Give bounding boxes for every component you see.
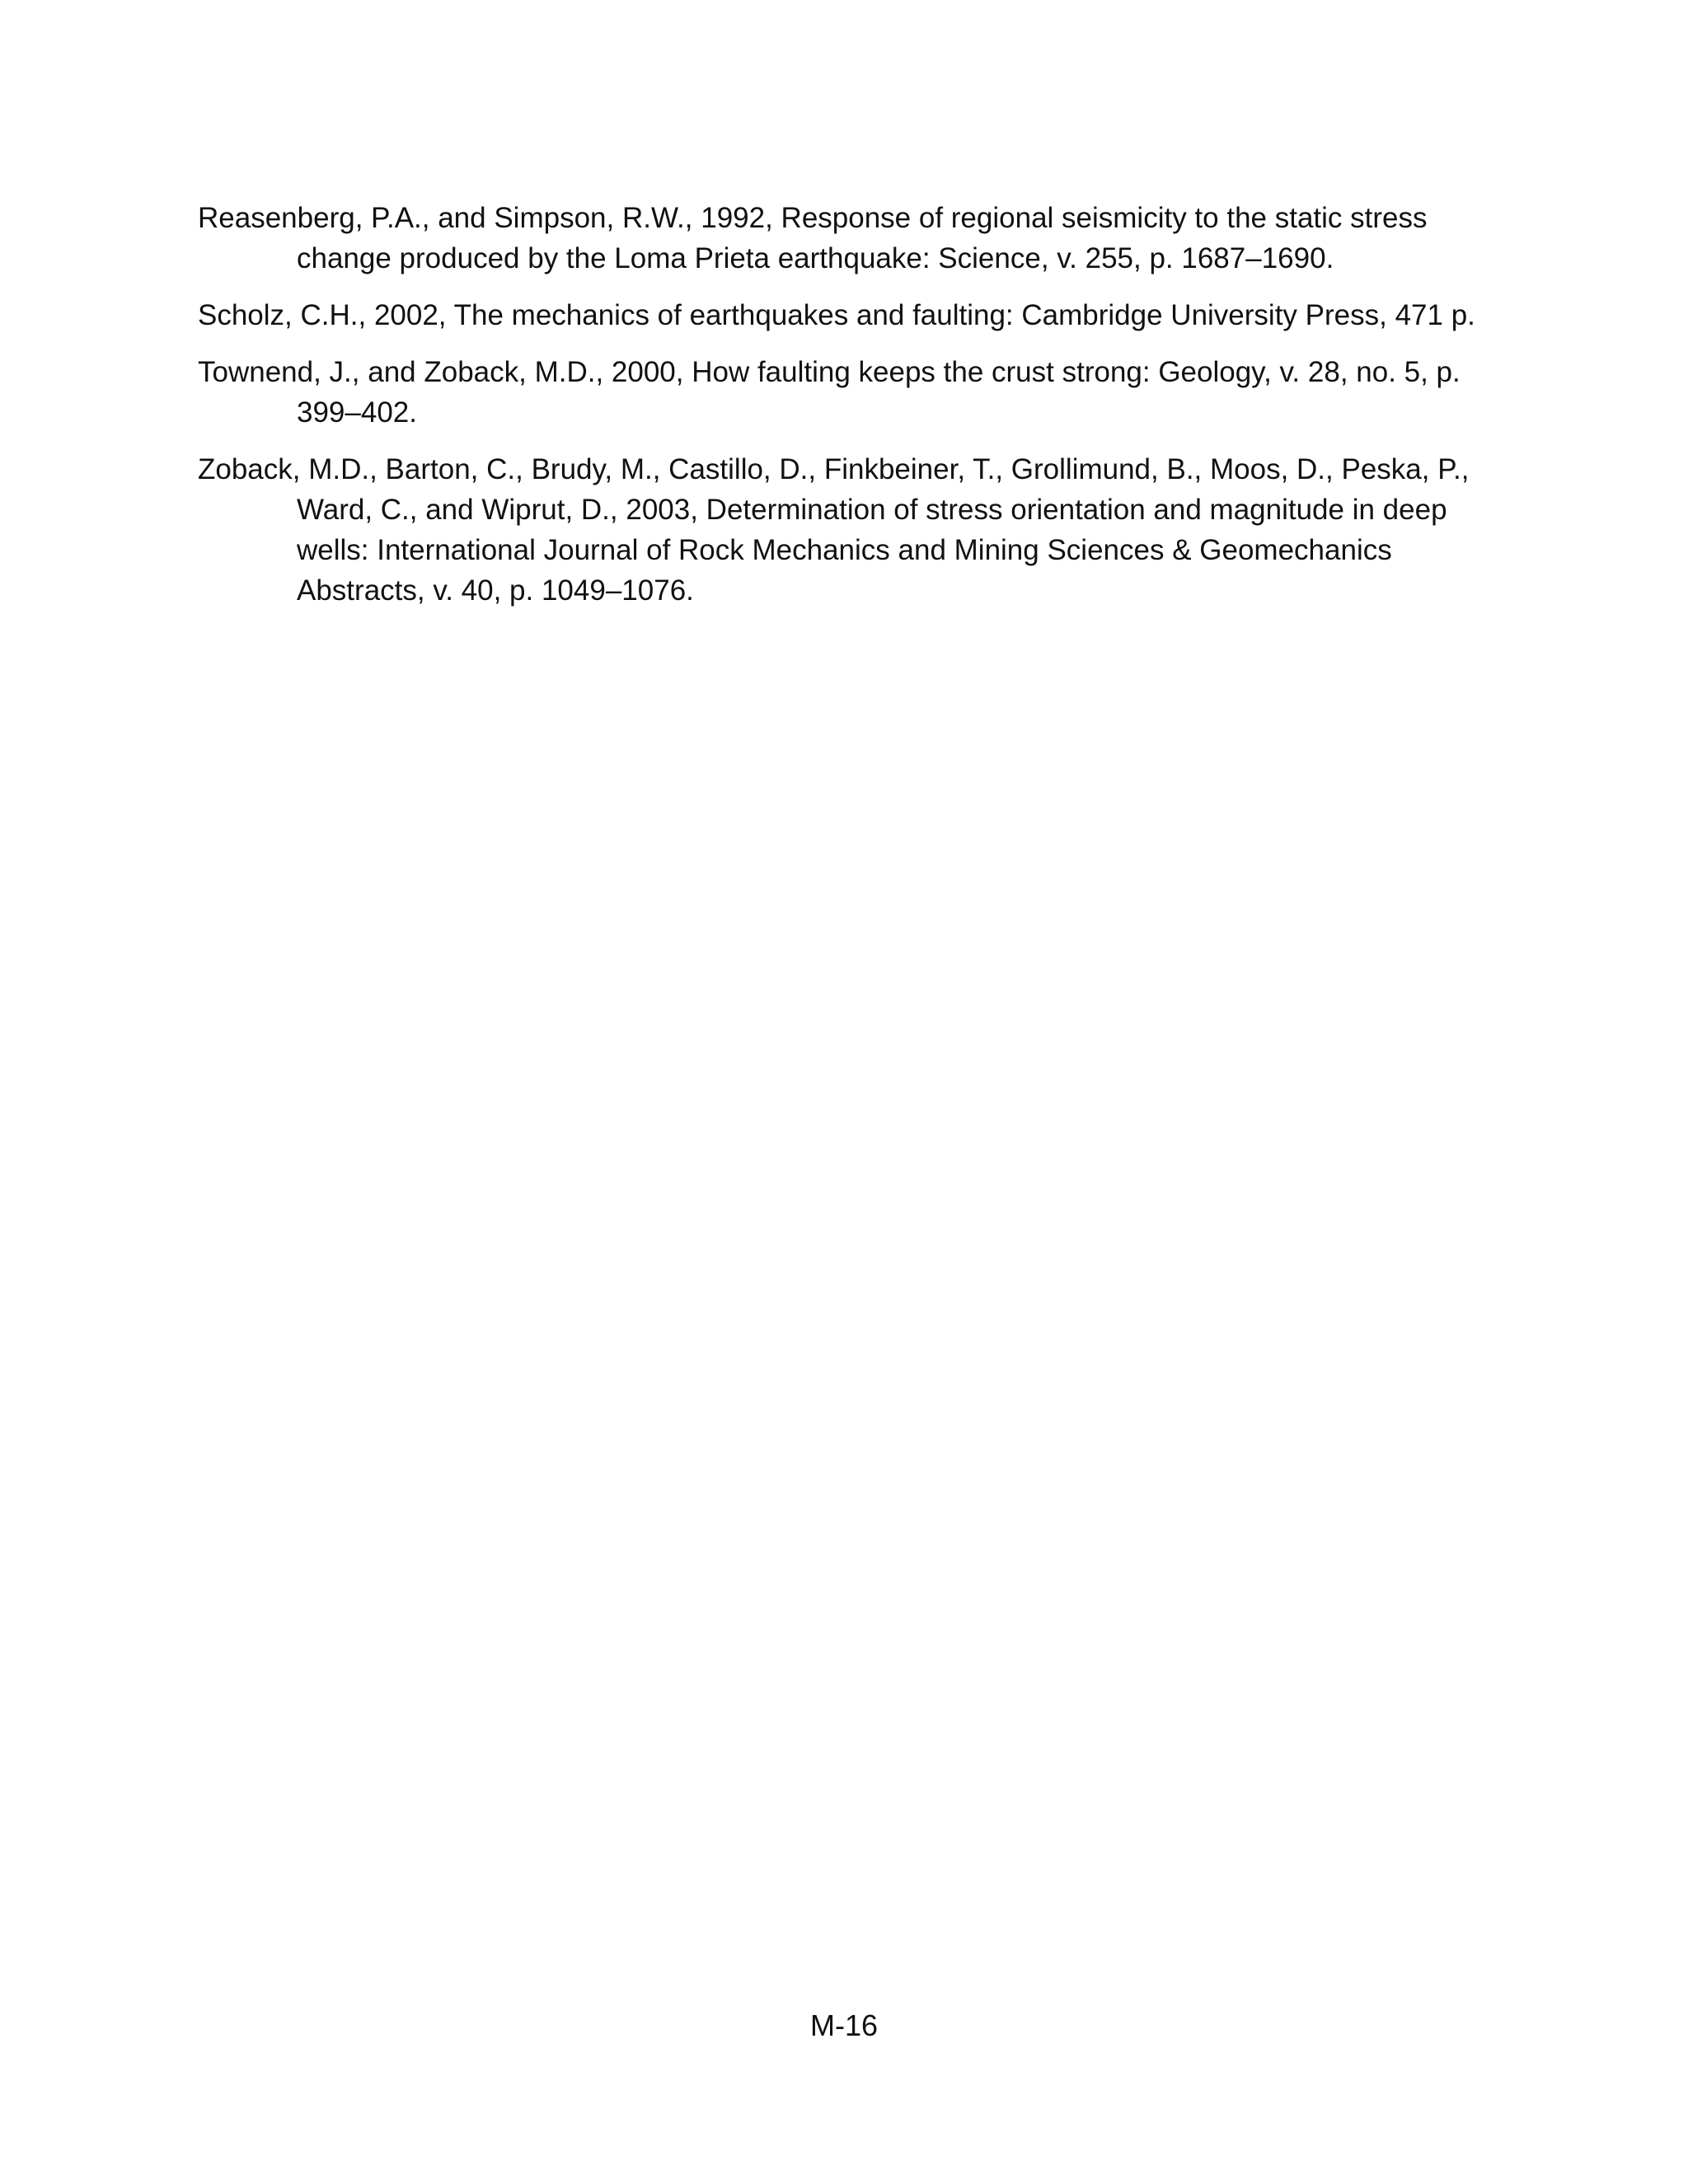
reference-entry-townend: Townend, J., and Zoback, M.D., 2000, How faulting keeps the crust strong: Geology, v. 28, no. 5, p. 399–402. (198, 356, 1461, 429)
reference-entry-scholz: Scholz, C.H., 2002, The mechanics of earthquakes and faulting: Cambridge University Press, 471 p. (198, 299, 1475, 331)
page-number: M-16 (809, 2008, 879, 2042)
reference-entry-zoback: Zoback, M.D., Barton, C., Brudy, M., Castillo, D., Finkbeiner, T., Grollimund, B., Moos, D., Peska, P., Ward, C., and Wiprut, D., 2003, Determination of stress orientation and magnitude in deep wells: International Journal of Rock Mechanics and Mining Sciences & Geomechanics Abstracts, v. 40, p. 1049–1076. (198, 453, 1470, 607)
reference-list (198, 198, 1492, 627)
reference-entry-reasenberg: Reasenberg, P.A., and Simpson, R.W., 1992, Response of regional seismicity to the static stress change produced by the Loma Prieta earthquake: Science, v. 255, p. 1687–1690. (198, 202, 1428, 274)
